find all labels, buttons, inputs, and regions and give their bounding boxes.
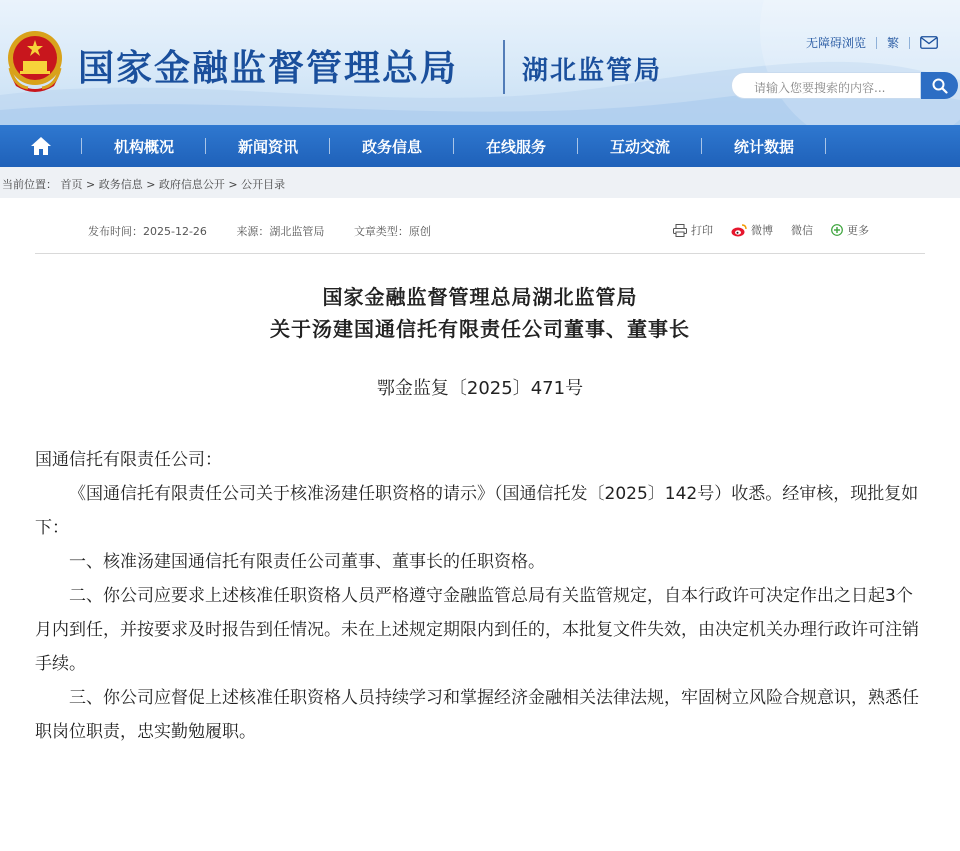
accessibility-link[interactable]: 无障碍浏览 <box>805 36 866 50</box>
nav-item-news[interactable]: 新闻资讯 <box>206 136 330 157</box>
publish-time: 发布时间：2025-12-26 <box>88 225 207 238</box>
paragraph: 《国通信托有限责任公司关于核准汤建任职资格的请示》（国通信托发〔2025〕142号）收悉。经审核，现批复如下： <box>35 484 919 538</box>
header-divider <box>503 40 505 94</box>
breadcrumb[interactable]: 当前位置： 首页 > 政务信息 > 政府信息公开 > 公开目录 <box>0 167 960 198</box>
divider <box>35 253 925 254</box>
traditional-chinese-link[interactable]: 繁 <box>886 36 899 50</box>
article-body <box>35 443 927 749</box>
paragraph: 一、核准汤建国通信托有限责任公司董事、董事长的任职资格。 <box>69 552 545 572</box>
mail-icon[interactable] <box>920 36 938 49</box>
nav-home[interactable] <box>0 125 82 167</box>
nav-item-about[interactable]: 机构概况 <box>82 136 206 157</box>
wechat-link[interactable]: 微信 <box>791 224 813 237</box>
article-title-line2: 关于汤建国通信托有限责任公司董事、董事长 <box>270 317 690 341</box>
weibo-link[interactable]: 微博 <box>751 224 773 237</box>
salutation: 国通信托有限责任公司： <box>35 450 222 470</box>
nav-item-gov-info[interactable]: 政务信息 <box>330 136 454 157</box>
search-icon <box>932 78 948 94</box>
site-header <box>0 0 960 125</box>
nav-item-online-service[interactable]: 在线服务 <box>454 136 578 157</box>
article-meta <box>88 223 457 239</box>
paragraph: 二、你公司应要求上述核准任职资格人员严格遵守金融监管总局有关监管规定，自本行政许可决定作出之日起3个月内到任，并按要求及时报告到任情况。未在上述规定期限内到任的，本批复文件失效，由决定机关办理行政许可注销手续。 <box>35 586 919 674</box>
main-nav <box>0 125 960 167</box>
more-icon[interactable] <box>831 224 843 236</box>
sub-org-name[interactable]: 湖北监管局 <box>522 56 663 86</box>
document-number: 鄂金监复〔2025〕471号 <box>376 378 584 399</box>
search-button[interactable] <box>921 72 958 99</box>
print-icon[interactable] <box>673 224 687 237</box>
paragraph: 三、你公司应督促上述核准任职资格人员持续学习和掌握经济金融相关法律法规，牢固树立风险合规意识，熟悉任职岗位职责，忠实勤勉履职。 <box>35 688 919 742</box>
separator <box>876 37 877 49</box>
nav-item-interaction[interactable]: 互动交流 <box>578 136 702 157</box>
share-bar <box>673 222 869 238</box>
article-title-line1: 国家金融监督管理总局湖北监管局 <box>322 285 638 309</box>
article-type: 文章类型：原创 <box>353 225 431 238</box>
article-source: 来源：湖北监管局 <box>236 225 325 238</box>
utility-bar <box>806 34 938 51</box>
national-emblem-icon <box>6 28 64 96</box>
search-input[interactable]: 请输入您要搜索的内容... <box>731 72 921 99</box>
weibo-icon[interactable] <box>731 224 747 237</box>
print-link[interactable]: 打印 <box>691 224 713 237</box>
more-link[interactable]: 更多 <box>847 224 869 237</box>
nav-item-statistics[interactable]: 统计数据 <box>702 136 826 157</box>
home-icon <box>30 136 52 156</box>
org-name[interactable]: 国家金融监督管理总局 <box>78 48 459 89</box>
separator <box>909 37 910 49</box>
